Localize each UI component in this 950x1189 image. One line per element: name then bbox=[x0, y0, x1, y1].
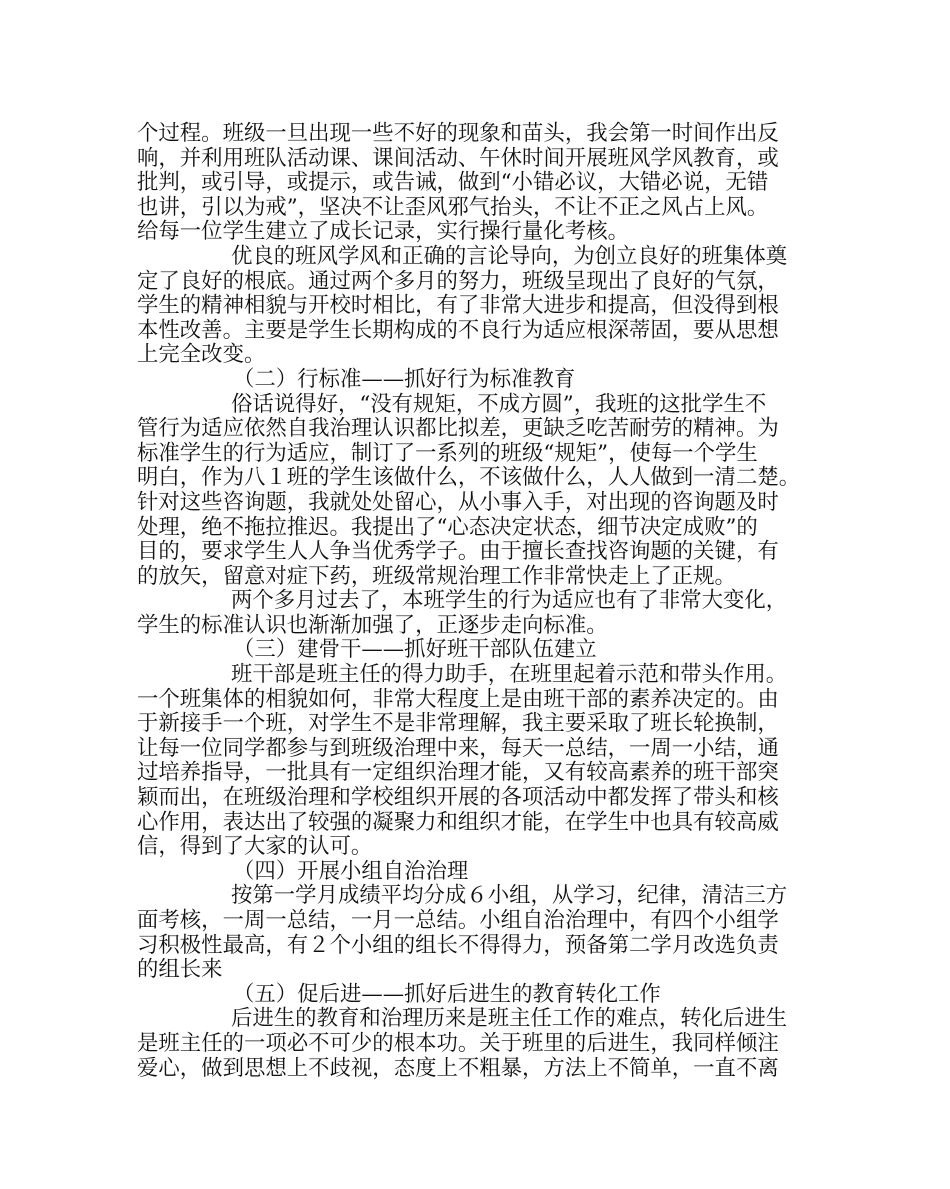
body-text-line: 本性改善。主要是学生长期构成的不良行为适应根深蒂固，要从思想 bbox=[137, 317, 779, 343]
section-heading: （二）行标准——抓好行为标准教育 bbox=[233, 366, 576, 392]
section-heading: （四）开展小组自治治理 bbox=[233, 858, 469, 884]
body-text-line: 响，并利用班队活动课、课间活动、午休时间开展班风学风教育，或 bbox=[137, 145, 779, 171]
body-text-line: 目的，要求学生人人争当优秀学子。由于擅长查找咨询题的关键，有 bbox=[137, 539, 779, 565]
body-text-line: 定了良好的根底。通过两个多月的努力，班级呈现出了良好的气氛， bbox=[137, 268, 779, 294]
body-text-line: 明白，作为八１班的学生该做什么，不该做什么，人人做到一清二楚。 bbox=[137, 465, 801, 491]
body-text-line: 让每一位同学都参与到班级治理中来，每天一总结，一周一小结，通 bbox=[137, 735, 779, 761]
body-text-line: 信，得到了大家的认可。 bbox=[137, 834, 373, 860]
paragraph-first-line: 优良的班风学风和正确的言论导向，为创立良好的班集体奠 bbox=[231, 243, 788, 269]
body-text-line: 也讲，引以为戒”，坚决不让歪风邪气抬头，不让不正之风占上风。 bbox=[137, 194, 769, 220]
body-text-line: 上完全改变。 bbox=[137, 342, 266, 368]
body-text-line: 于新接手一个班，对学生不是非常理解，我主要采取了班长轮换制， bbox=[137, 711, 779, 737]
paragraph-first-line: 班干部是班主任的得力助手，在班里起着示范和带头作用。 bbox=[231, 662, 788, 688]
paragraph-first-line: 按第一学月成绩平均分成６小组，从学习，纪律，清洁三方 bbox=[231, 883, 788, 909]
paragraph-first-line: 俗话说得好，“没有规矩，不成方圆”，我班的这批学生不 bbox=[231, 391, 767, 417]
body-text-line: 颖而出，在班级治理和学校组织开展的各项活动中都发挥了带头和核 bbox=[137, 785, 779, 811]
document-page bbox=[137, 122, 812, 1081]
body-text-line: 管行为适应依然自我治理认识都比拟差，更缺乏吃苦耐劳的精神。为 bbox=[137, 416, 779, 442]
section-heading: （三）建骨干——抓好班干部队伍建立 bbox=[233, 637, 597, 663]
body-text-line: 标准学生的行为适应，制订了一系列的班级“规矩”，使每一个学生 bbox=[137, 440, 758, 466]
body-text-line: 面考核，一周一总结，一月一总结。小组自治治理中，有四个小组学 bbox=[137, 908, 779, 933]
body-text-line: 针对这些咨询题，我就处处留心，从小事入手，对出现的咨询题及时 bbox=[137, 489, 779, 515]
body-text-line: 学生的标准认识也渐渐加强了，正逐步走向标准。 bbox=[137, 612, 608, 638]
paragraph-first-line: 后进生的教育和治理历来是班主任工作的难点，转化后进生 bbox=[231, 1006, 788, 1032]
body-text-line: 学生的精神相貌与开校时相比，有了非常大进步和提高，但没得到根 bbox=[137, 293, 779, 319]
body-text-line: 心作用，表达出了较强的凝聚力和组织才能，在学生中也具有较高威 bbox=[137, 809, 779, 835]
body-text-line: 的放矢，留意对症下药，班级常规治理工作非常快走上了正规。 bbox=[137, 563, 736, 589]
section-heading: （五）促后进——抓好后进生的教育转化工作 bbox=[233, 981, 661, 1007]
body-text-line: 批判，或引导，或提示，或告诫，做到“小错必议，大错必说，无错 bbox=[137, 170, 769, 196]
body-text-line: 是班主任的一项必不可少的根本功。关于班里的后进生，我同样倾注 bbox=[137, 1030, 779, 1056]
body-text-line: 的组长来 bbox=[137, 957, 223, 983]
paragraph-first-line: 两个多月过去了，本班学生的行为适应也有了非常大变化， bbox=[231, 588, 788, 614]
body-text-line: 习积极性最高，有２个小组的组长不得得力，预备第二学月改选负责 bbox=[137, 932, 779, 958]
body-text-line: 个过程。班级一旦出现一些不好的现象和苗头，我会第一时间作出反 bbox=[137, 121, 779, 146]
body-text-line: 处理，绝不拖拉推迟。我提出了“心态决定状态，细节决定成败”的 bbox=[137, 514, 758, 540]
body-text-line: 给每一位学生建立了成长记录，实行操行量化考核。 bbox=[137, 219, 629, 245]
body-text-line: 过培养指导，一批具有一定组织治理才能，又有较高素养的班干部突 bbox=[137, 760, 779, 786]
body-text-line: 一个班集体的相貌如何，非常大程度上是由班干部的素养决定的。由 bbox=[137, 686, 779, 712]
body-text-line: 爱心，做到思想上不歧视，态度上不粗暴，方法上不简单，一直不离 bbox=[137, 1055, 779, 1081]
